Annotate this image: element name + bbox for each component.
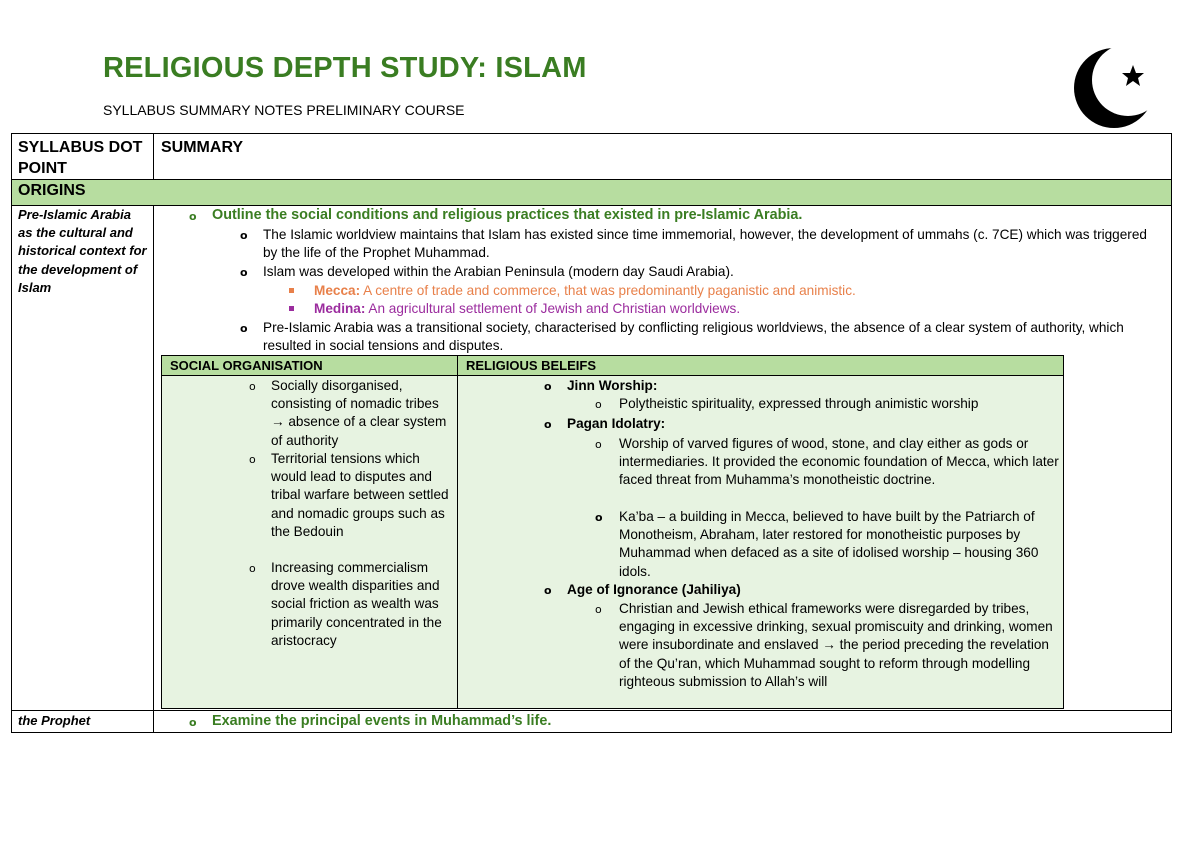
pagan-idolatry-text-1: Worship of varved figures of wood, stone, and clay either as gods or intermediaries. It provided the economic foundation of Mecca, which later faced threat from Muhamma’s monotheistic doctrine. — [619, 436, 1059, 488]
worldview-paragraph: The Islamic worldview maintains that Islam has existed since time immemorial, however, the development of ummahs (c. 7CE) which was triggered by the life of the Prophet Muhammad. — [263, 227, 1147, 261]
bullet-icon: o — [544, 380, 552, 393]
kaaba-text: Ka’ba – a building in Mecca, believed to have built by the Patriarch of Monotheism, Abraham, later restored for monotheistic purposes by Muhammad when defaced as a site of idolised worship – housing 360 idols. — [619, 509, 1039, 579]
bullet-icon: o — [595, 438, 602, 451]
mecca-line — [314, 282, 856, 300]
outline-muhammad-life: Examine the principal events in Muhammad’s life. — [212, 713, 552, 729]
transitional-society-paragraph: Pre-Islamic Arabia was a transitional society, characterised by conflicting religious worldviews, the absence of a clear system of authority, which resulted in social tensions and disputes. — [263, 320, 1124, 354]
bullet-icon: o — [544, 584, 552, 597]
bullet-icon: o — [240, 322, 248, 335]
peninsula-paragraph: Islam was developed within the Arabian Peninsula (modern day Saudi Arabia). — [263, 264, 734, 279]
pagan-idolatry-title: Pagan Idolatry: — [567, 416, 666, 431]
outline-social-conditions: Outline the social conditions and religious practices that existed in pre-Islamic Arabia. — [212, 207, 803, 223]
mecca-label: Mecca: — [314, 283, 361, 298]
bullet-icon: o — [595, 398, 602, 411]
origins-section-label: ORIGINS — [18, 182, 86, 199]
document-title: RELIGIOUS DEPTH STUDY: ISLAM — [103, 52, 587, 84]
summary-header: SUMMARY — [161, 139, 244, 156]
pre-islamic-arabia-label: Pre-Islamic Arabia as the cultural and historical context for the development of Islam — [18, 207, 147, 295]
medina-label: Medina: — [314, 301, 366, 316]
the-prophet-label: the Prophet — [18, 713, 91, 728]
medina-text: An agricultural settlement of Jewish and Christian worldviews. — [368, 301, 741, 316]
bullet-icon: o — [249, 562, 256, 575]
bullet-icon: o — [249, 380, 256, 393]
syllabus-dot-point-header: SYLLABUS DOT POINT — [18, 139, 143, 177]
origins-band — [12, 180, 1171, 205]
age-of-ignorance-text: Christian and Jewish ethical frameworks were disregarded by tribes, engaging in excessive drinking, sexual promiscuity and drinking, women were insubordinate and enslaved → the period preceding the revelation of the Qu’ran, which Muhammad sought to reform through modelling righteous submission to Allah’s will — [619, 601, 1053, 689]
bullet-icon: o — [240, 266, 248, 279]
medina-line — [314, 300, 740, 318]
bullet-icon: o — [189, 210, 197, 223]
bullet-icon: o — [595, 511, 603, 524]
document-subtitle: SYLLABUS SUMMARY NOTES PRELIMINARY COURSE — [103, 102, 465, 118]
bullet-icon: o — [189, 716, 197, 729]
crescent-and-star-icon — [1072, 44, 1158, 130]
square-bullet-icon — [289, 288, 294, 293]
square-bullet-icon — [289, 306, 294, 311]
social-organisation-header: SOCIAL ORGANISATION — [170, 358, 323, 373]
bullet-icon: o — [595, 603, 602, 616]
jinn-worship-title: Jinn Worship: — [567, 378, 658, 393]
bullet-icon: o — [249, 453, 256, 466]
mecca-text: A centre of trade and commerce, that was predominantly paganistic and animistic. — [363, 283, 856, 298]
religious-beliefs-header: RELIGIOUS BELEIFS — [466, 358, 597, 373]
jinn-worship-text: Polytheistic spirituality, expressed through animistic worship — [619, 396, 979, 411]
syllabus-table — [11, 133, 1172, 733]
bullet-icon: o — [240, 229, 248, 242]
age-of-ignorance-title: Age of Ignorance (Jahiliya) — [567, 582, 741, 597]
bullet-icon: o — [544, 418, 552, 431]
social-point-2: Territorial tensions which would lead to disputes and tribal warfare between settled and nomadic groups such as the Bedouin — [271, 451, 449, 539]
social-point-3: Increasing commercialism drove wealth disparities and social friction as wealth was primarily concentrated in the aristocracy — [271, 560, 442, 648]
social-point-1: Socially disorganised, consisting of nomadic tribes → absence of a clear system of authority — [271, 378, 447, 448]
